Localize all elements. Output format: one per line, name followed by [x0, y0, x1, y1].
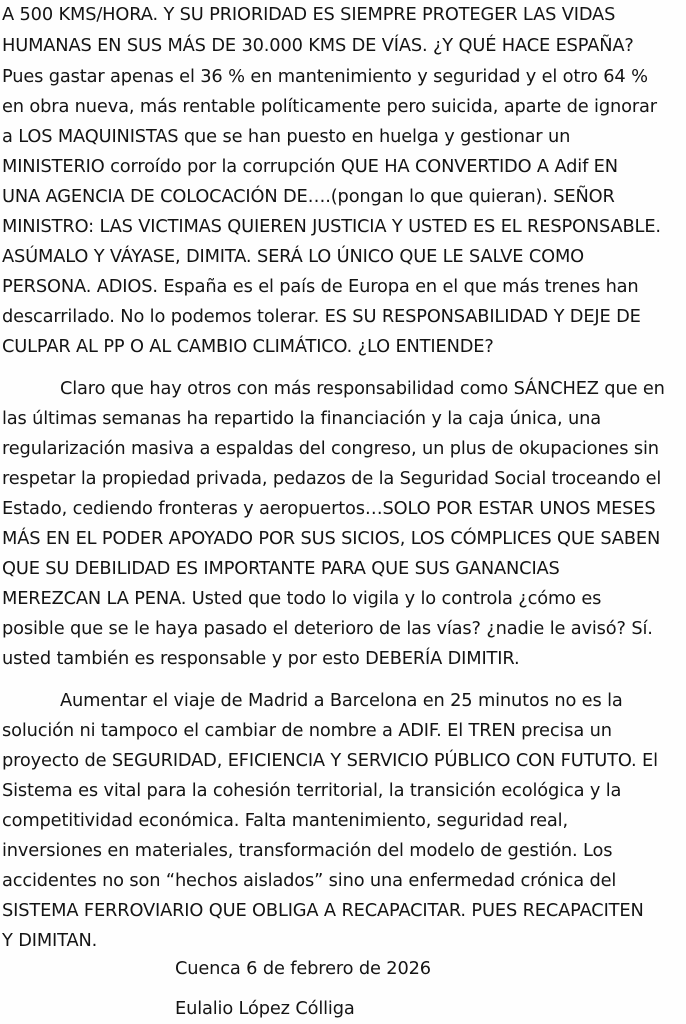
paragraph-3-line-6: inversiones en materiales, transformación del modelo de gestión. Los	[2, 840, 613, 861]
paragraph-2-line-4: respetar la propiedad privada, pedazos de la Seguridad Social troceando el	[2, 468, 662, 489]
paragraph-1-line-7: UNA AGENCIA DE COLOCACIÓN DE….(pongan lo que quieran). SEÑOR	[2, 186, 615, 207]
paragraph-2-line-8: MEREZCAN LA PENA. Usted que todo lo vigila y lo controla ¿cómo es	[2, 588, 602, 609]
paragraph-3-line-1: Aumentar el viaje de Madrid a Barcelona en 25 minutos no es la	[60, 690, 623, 711]
paragraph-2-line-3: regularización masiva a espaldas del congreso, un plus de okupaciones sin	[2, 438, 659, 459]
place-and-date: Cuenca 6 de febrero de 2026	[175, 958, 431, 979]
paragraph-1-line-12: CULPAR AL PP O AL CAMBIO CLIMÁTICO. ¿LO ENTIENDE?	[2, 336, 494, 357]
paragraph-1-line-11: descarrilado. No lo podemos tolerar. ES SU RESPONSABILIDAD Y DEJE DE	[2, 306, 641, 327]
paragraph-3-line-7: accidentes no son “hechos aislados” sino una enfermedad crónica del	[2, 870, 617, 891]
paragraph-1-line-3: Pues gastar apenas el 36 % en mantenimiento y seguridad y el otro 64 %	[2, 66, 648, 87]
paragraph-2-line-5: Estado, cediendo fronteras y aeropuertos…SOLO POR ESTAR UNOS MESES	[2, 498, 656, 519]
paragraph-2-line-2: las últimas semanas ha repartido la financiación y la caja única, una	[2, 408, 602, 429]
paragraph-2-line-7: QUE SU DEBILIDAD ES IMPORTANTE PARA QUE SUS GANANCIAS	[2, 558, 560, 579]
paragraph-3-line-2: solución ni tampoco el cambiar de nombre a ADIF. El TREN precisa un	[2, 720, 612, 741]
paragraph-1-line-5: a LOS MAQUINISTAS que se han puesto en huelga y gestionar un	[2, 126, 571, 147]
signature-name: Eulalio López Cólliga	[175, 998, 355, 1019]
paragraph-2-line-10: usted también es responsable y por esto DEBERÍA DIMITIR.	[2, 648, 520, 669]
paragraph-3-line-9: Y DIMITAN.	[2, 930, 98, 951]
paragraph-1-line-10: PERSONA. ADIOS. España es el país de Europa en el que más trenes han	[2, 276, 639, 297]
paragraph-1-line-2: HUMANAS EN SUS MÁS DE 30.000 KMS DE VÍAS. ¿Y QUÉ HACE ESPAÑA?	[2, 35, 634, 56]
paragraph-2-line-9: posible que se le haya pasado el deterioro de las vías? ¿nadie le avisó? Sí.	[2, 618, 653, 639]
paragraph-1-line-9: ASÚMALO Y VÁYASE, DIMITA. SERÁ LO ÚNICO QUE LE SALVE COMO	[2, 246, 585, 267]
paragraph-1-line-4: en obra nueva, más rentable políticamente pero suicida, aparte de ignorar	[2, 96, 657, 117]
paragraph-1-line-8: MINISTRO: LAS VICTIMAS QUIEREN JUSTICIA Y USTED ES EL RESPONSABLE.	[2, 216, 661, 237]
paragraph-3-line-3: proyecto de SEGURIDAD, EFICIENCIA Y SERVICIO PÚBLICO CON FUTUTO. El	[2, 750, 658, 771]
paragraph-1-line-1: A 500 KMS/HORA. Y SU PRIORIDAD ES SIEMPRE PROTEGER LAS VIDAS	[2, 4, 616, 25]
paragraph-3-line-5: competitividad económica. Falta mantenimiento, seguridad real,	[2, 810, 568, 831]
paragraph-2-line-1: Claro que hay otros con más responsabilidad como SÁNCHEZ que en	[60, 378, 665, 399]
paragraph-1-line-6: MINISTERIO corroído por la corrupción QUE HA CONVERTIDO A Adif EN	[2, 156, 618, 177]
paragraph-3-line-8: SISTEMA FERROVIARIO QUE OBLIGA A RECAPACITAR. PUES RECAPACITEN	[2, 900, 644, 921]
paragraph-3-line-4: Sistema es vital para la cohesión territorial, la transición ecológica y la	[2, 780, 622, 801]
paragraph-2-line-6: MÁS EN EL PODER APOYADO POR SUS SICIOS, LOS CÓMPLICES QUE SABEN	[2, 528, 661, 549]
